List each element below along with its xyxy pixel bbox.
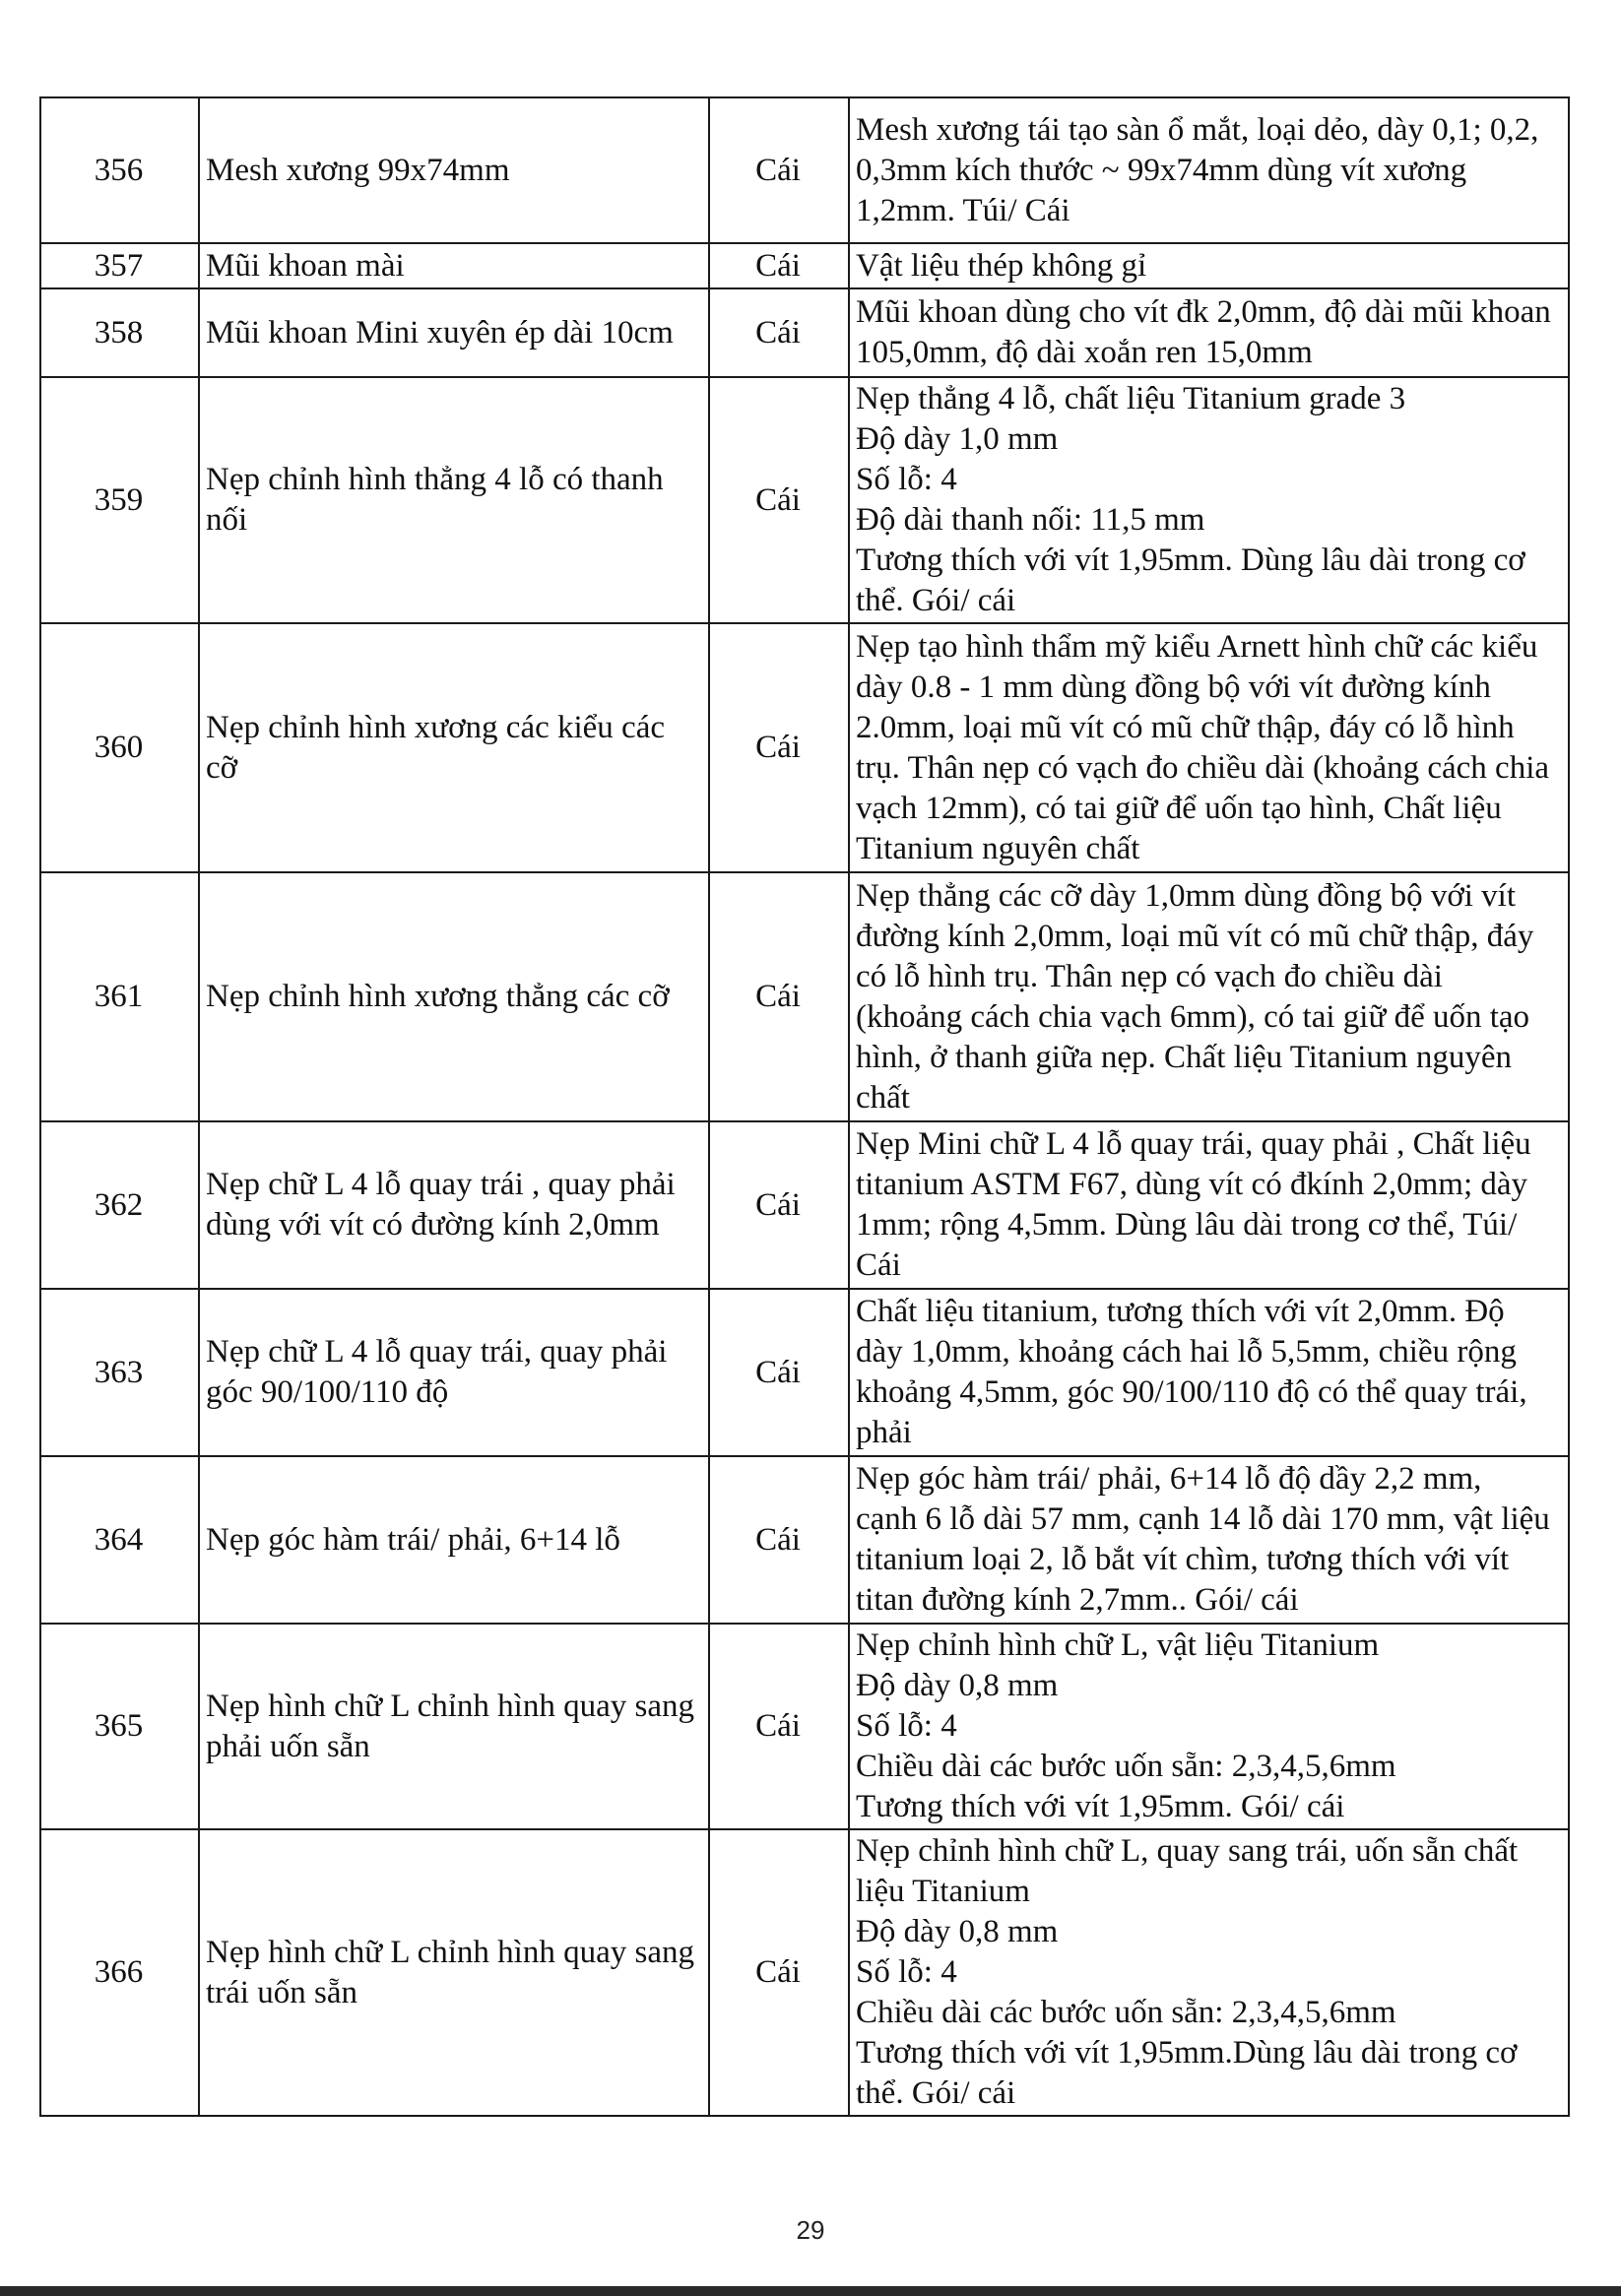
description-line: Số lỗ: 4 xyxy=(856,1708,957,1744)
item-number: 366 xyxy=(40,1829,199,2116)
table-row xyxy=(40,288,1569,377)
table-row xyxy=(40,1624,1569,1829)
item-name: Mũi khoan mài xyxy=(199,243,709,288)
item-description xyxy=(849,1121,1569,1289)
description-line: Số lỗ: 4 xyxy=(856,1954,957,1990)
item-number: 362 xyxy=(40,1121,199,1289)
item-description xyxy=(849,1456,1569,1624)
item-name: Nẹp hình chữ L chỉnh hình quay sang phải uốn sẵn xyxy=(199,1624,709,1829)
item-unit: Cái xyxy=(709,288,849,377)
description-line: 1,2mm. Túi/ Cái xyxy=(856,192,1070,228)
description-line: có lỗ hình trụ. Thân nẹp có vạch đo chiều dài xyxy=(856,958,1443,994)
description-line: Nẹp góc hàm trái/ phải, 6+14 lỗ độ dầy 2,2 mm, xyxy=(856,1461,1482,1497)
description-line: 105,0mm, độ dài xoắn ren 15,0mm xyxy=(856,335,1313,370)
scan-border xyxy=(0,2286,1621,2296)
item-number: 357 xyxy=(40,243,199,288)
item-description xyxy=(849,243,1569,288)
item-description xyxy=(849,1624,1569,1829)
description-line: hình, ở thanh giữa nẹp. Chất liệu Titanium nguyên xyxy=(856,1039,1512,1075)
item-unit: Cái xyxy=(709,97,849,243)
item-unit: Cái xyxy=(709,623,849,872)
item-unit: Cái xyxy=(709,1289,849,1456)
item-unit: Cái xyxy=(709,1624,849,1829)
item-name: Nẹp hình chữ L chỉnh hình quay sang trái uốn sẵn xyxy=(199,1829,709,2116)
description-line: (khoảng cách chia vạch 6mm), có tai giữ để uốn tạo xyxy=(856,998,1530,1035)
description-line: liệu Titanium xyxy=(856,1874,1030,1909)
description-line: titanium loại 2, lỗ bắt vít chìm, tương thích với vít xyxy=(856,1542,1510,1577)
table-row xyxy=(40,872,1569,1121)
description-line: Số lỗ: 4 xyxy=(856,462,957,497)
table-row xyxy=(40,623,1569,872)
description-line: Nẹp thẳng 4 lỗ, chất liệu Titanium grade 3 xyxy=(856,381,1406,416)
description-line: cạnh 6 lỗ dài 57 mm, cạnh 14 lỗ dài 170 mm, vật liệu xyxy=(856,1501,1550,1537)
description-line: khoảng 4,5mm, góc 90/100/110 độ có thể quay trái, xyxy=(856,1374,1527,1410)
item-name: Nẹp chỉnh hình xương các kiểu các cỡ xyxy=(199,623,709,872)
item-name: Nẹp góc hàm trái/ phải, 6+14 lỗ xyxy=(199,1456,709,1624)
table-row xyxy=(40,243,1569,288)
item-unit: Cái xyxy=(709,1829,849,2116)
description-line: Chiều dài các bước uốn sẵn: 2,3,4,5,6mm xyxy=(856,1995,1396,2030)
item-description xyxy=(849,872,1569,1121)
description-line: Nẹp tạo hình thẩm mỹ kiểu Arnett hình chữ các kiểu xyxy=(856,628,1538,665)
description-line: Tương thích với vít 1,95mm.Dùng lâu dài trong cơ xyxy=(856,2035,1518,2071)
description-line: dày 1,0mm, khoảng cách hai lỗ 5,5mm, chiều rộng xyxy=(856,1334,1517,1370)
description-line: titan đường kính 2,7mm.. Gói/ cái xyxy=(856,1582,1299,1618)
description-line: Mesh xương tái tạo sàn ổ mắt, loại dẻo, dày 0,1; 0,2, xyxy=(856,111,1539,148)
item-description xyxy=(849,623,1569,872)
description-line: đường kính 2,0mm, loại mũ vít có mũ chữ thập, đáy xyxy=(856,918,1534,954)
item-name: Nẹp chỉnh hình thẳng 4 lỗ có thanh nối xyxy=(199,377,709,623)
description-line: Độ dài thanh nối: 11,5 mm xyxy=(856,502,1205,538)
description-line: Độ dày 0,8 mm xyxy=(856,1668,1059,1703)
item-unit: Cái xyxy=(709,1121,849,1289)
description-line: chất xyxy=(856,1079,910,1116)
item-description xyxy=(849,97,1569,243)
description-line: Chiều dài các bước uốn sẵn: 2,3,4,5,6mm xyxy=(856,1749,1396,1784)
description-line: trụ. Thân nẹp có vạch đo chiều dài (khoảng cách chia xyxy=(856,749,1550,786)
table-row xyxy=(40,377,1569,623)
item-unit: Cái xyxy=(709,872,849,1121)
item-number: 356 xyxy=(40,97,199,243)
item-name: Nẹp chỉnh hình xương thẳng các cỡ xyxy=(199,872,709,1121)
description-line: Titanium nguyên chất xyxy=(856,830,1140,866)
description-line: Tương thích với vít 1,95mm. Dùng lâu dài trong cơ xyxy=(856,542,1525,578)
description-line: Nẹp thẳng các cỡ dày 1,0mm dùng đồng bộ với vít xyxy=(856,877,1517,914)
item-number: 360 xyxy=(40,623,199,872)
item-description xyxy=(849,288,1569,377)
description-line: Chất liệu titanium, tương thích với vít 2,0mm. Độ xyxy=(856,1294,1505,1329)
item-name: Nẹp chữ L 4 lỗ quay trái , quay phải dùng với vít có đường kính 2,0mm xyxy=(199,1121,709,1289)
item-number: 363 xyxy=(40,1289,199,1456)
description-line: 0,3mm kích thước ~ 99x74mm dùng vít xương xyxy=(856,152,1467,188)
description-line: Vật liệu thép không gỉ xyxy=(856,247,1147,284)
description-line: dày 0.8 - 1 mm dùng đồng bộ với vít đường kính xyxy=(856,669,1491,705)
document-page xyxy=(39,96,1568,2117)
item-number: 361 xyxy=(40,872,199,1121)
item-description xyxy=(849,377,1569,623)
description-line: Nẹp chỉnh hình chữ L, quay sang trái, uốn sẵn chất xyxy=(856,1833,1519,1869)
item-name: Mesh xương 99x74mm xyxy=(199,97,709,243)
description-line: Độ dày 1,0 mm xyxy=(856,421,1059,457)
table-row xyxy=(40,97,1569,243)
table-body xyxy=(40,97,1569,2116)
description-line: titanium ASTM F67, dùng vít có đkính 2,0mm; dày xyxy=(856,1167,1528,1202)
description-line: 1mm; rộng 4,5mm. Dùng lâu dài trong cơ thể, Túi/ xyxy=(856,1207,1518,1243)
description-line: Cái xyxy=(856,1247,901,1283)
description-line: 2.0mm, loại mũ vít có mũ chữ thập, đáy có lỗ hình xyxy=(856,709,1515,745)
description-line: thể. Gói/ cái xyxy=(856,583,1016,618)
description-line: phải xyxy=(856,1415,912,1450)
item-unit: Cái xyxy=(709,1456,849,1624)
page-number: 29 xyxy=(796,2215,825,2245)
description-line: Nẹp Mini chữ L 4 lỗ quay trái, quay phải , Chất liệu xyxy=(856,1126,1531,1162)
item-unit: Cái xyxy=(709,377,849,623)
table-row xyxy=(40,1121,1569,1289)
item-name: Nẹp chữ L 4 lỗ quay trái, quay phải góc 90/100/110 độ xyxy=(199,1289,709,1456)
specification-table xyxy=(39,96,1570,2117)
table-row xyxy=(40,1456,1569,1624)
item-name: Mũi khoan Mini xuyên ép dài 10cm xyxy=(199,288,709,377)
item-number: 359 xyxy=(40,377,199,623)
table-row xyxy=(40,1289,1569,1456)
item-unit: Cái xyxy=(709,243,849,288)
description-line: Độ dày 0,8 mm xyxy=(856,1914,1059,1949)
item-number: 364 xyxy=(40,1456,199,1624)
item-number: 358 xyxy=(40,288,199,377)
item-description xyxy=(849,1829,1569,2116)
description-line: Tương thích với vít 1,95mm. Gói/ cái xyxy=(856,1789,1345,1824)
table-row xyxy=(40,1829,1569,2116)
description-line: Nẹp chỉnh hình chữ L, vật liệu Titanium xyxy=(856,1627,1380,1663)
description-line: thể. Gói/ cái xyxy=(856,2075,1016,2111)
description-line: Mũi khoan dùng cho vít đk 2,0mm, độ dài mũi khoan xyxy=(856,294,1551,330)
item-description xyxy=(849,1289,1569,1456)
item-number: 365 xyxy=(40,1624,199,1829)
description-line: vạch 12mm), có tai giữ để uốn tạo hình, Chất liệu xyxy=(856,790,1502,826)
